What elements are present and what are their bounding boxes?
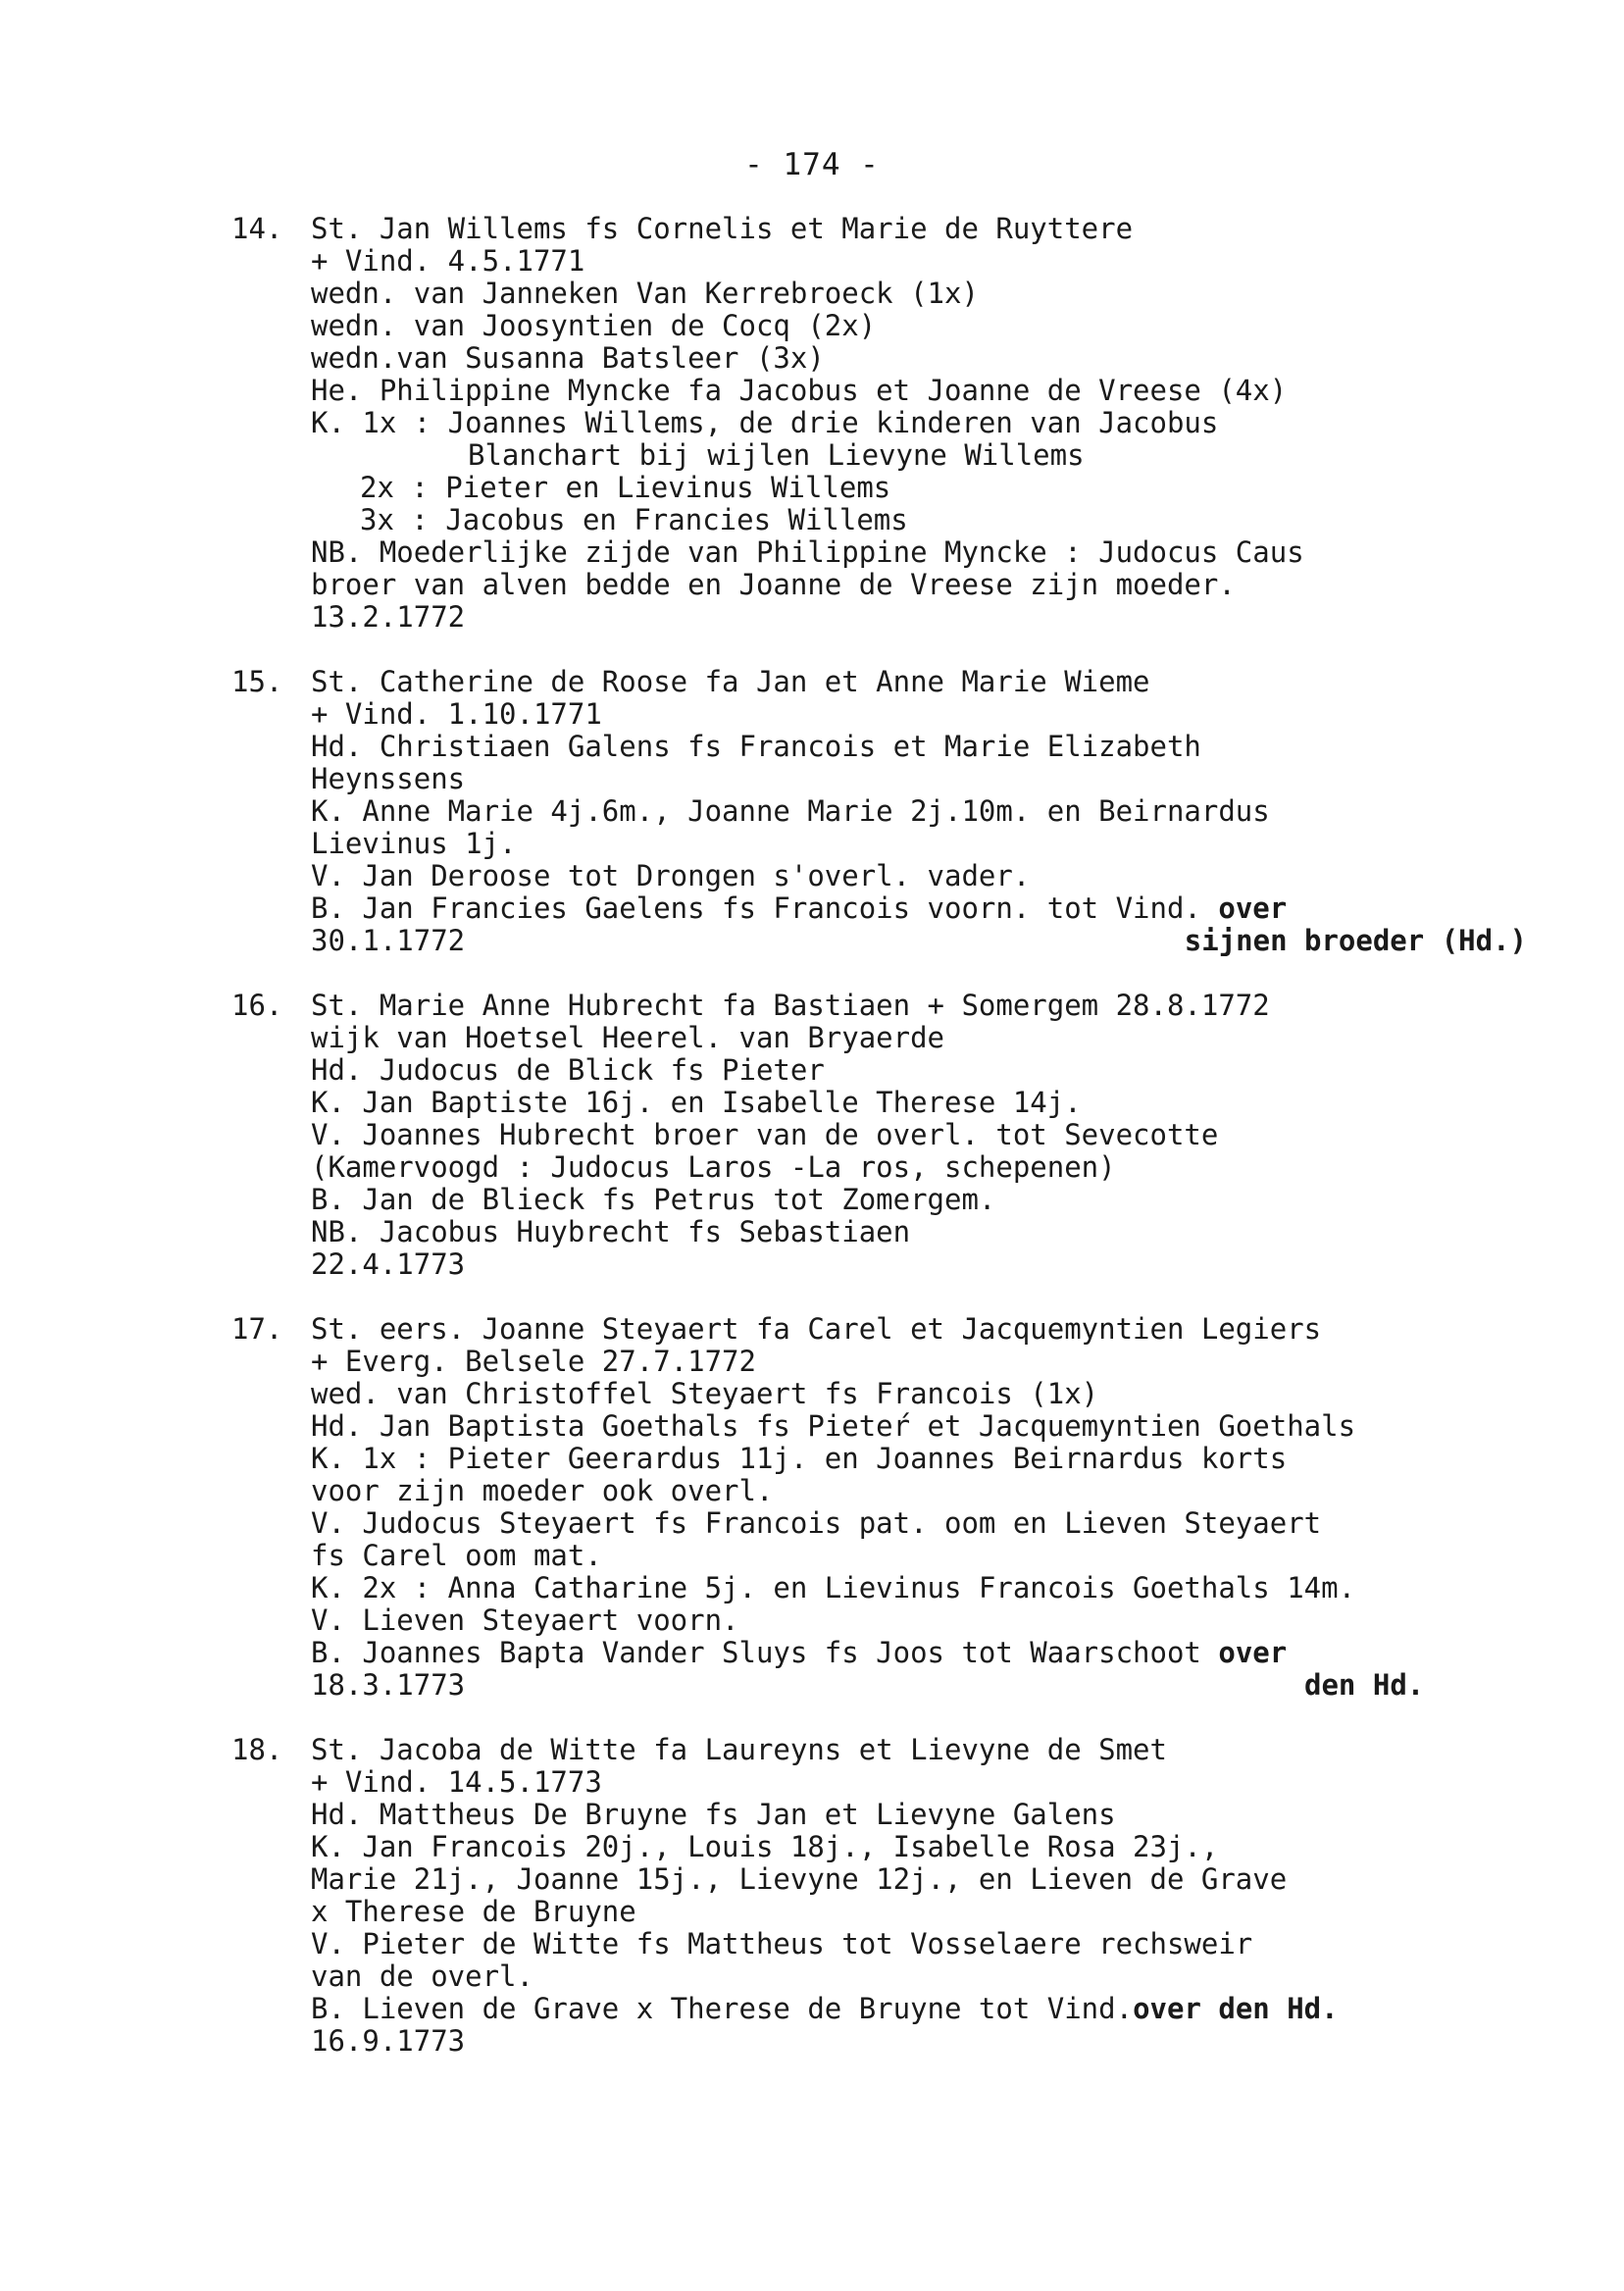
text-line	[311, 536, 1527, 569]
entry	[231, 213, 1526, 634]
line-text: 2x : Pieter en Lievinus Willems	[360, 471, 891, 504]
text-line	[311, 860, 1527, 892]
text-line	[311, 1151, 1527, 1184]
line-text: V. Joannes Hubrecht broer van de overl. tot Sevecotte	[311, 1118, 1219, 1151]
line-text: 16.9.1773	[311, 2024, 466, 2058]
page-number: - 174 -	[744, 147, 880, 182]
line-text: St. Jacoba de Witte fa Laureyns et Lievyne de Smet	[311, 1733, 1167, 1766]
text-line	[311, 1378, 1527, 1410]
line-text: 30.1.1772	[311, 924, 466, 957]
line-text: K. Anne Marie 4j.6m., Joanne Marie 2j.10m. en Beirnardus	[311, 794, 1270, 828]
line-text: wedn. van Joosyntien de Cocq (2x)	[311, 309, 877, 342]
line-text: Hd. Christiaen Galens fs Francois et Marie Elizabeth	[311, 730, 1201, 763]
entry-number: 14.	[231, 212, 283, 245]
text-line	[311, 1410, 1527, 1443]
line-text: V. Pieter de Witte fs Mattheus tot Vosselaere rechsweir	[311, 1927, 1253, 1960]
entry-body	[311, 990, 1527, 1281]
line-text: wedn. van Janneken Van Kerrebroeck (1x)	[311, 277, 979, 310]
line-text: + Vind. 4.5.1771	[311, 244, 585, 278]
text-line	[311, 698, 1527, 731]
line-text: 22.4.1773	[311, 1247, 466, 1281]
line-text: NB. Jacobus Huybrecht fs Sebastiaen	[311, 1215, 911, 1248]
line-text: 18.3.1773	[311, 1668, 466, 1702]
text-line	[311, 2025, 1527, 2058]
text-line	[311, 213, 1527, 245]
bold-text: over	[1218, 1636, 1288, 1669]
text-line	[311, 1507, 1527, 1540]
entry	[231, 1313, 1526, 1702]
text-line	[311, 1863, 1527, 1896]
text-line	[311, 795, 1527, 828]
text-line	[311, 1313, 1527, 1346]
line-text: Blanchart bij wijlen Lievyne Willems	[468, 438, 1085, 472]
line-text-right: sijnen broeder (Hd.)	[1184, 924, 1527, 957]
entries-list	[231, 213, 1526, 2090]
line-text: B. Jan Francies Gaelens fs Francois voorn. tot Vind. over	[311, 891, 1288, 925]
text-line	[311, 1054, 1527, 1087]
line-text: Hd. Judocus de Blick fs Pieter	[311, 1053, 825, 1087]
line-text: Hd. Mattheus De Bruyne fs Jan et Lievyne Galens	[311, 1798, 1116, 1831]
bold-text: over	[1218, 891, 1288, 925]
text-line	[311, 666, 1527, 698]
line-text: V. Jan Deroose tot Drongen s'overl. vader.	[311, 859, 1031, 892]
line-text: voor zijn moeder ook overl.	[311, 1474, 774, 1507]
text-line	[311, 1443, 1527, 1475]
text-line	[311, 407, 1527, 439]
line-text-right: den Hd.	[1304, 1668, 1527, 1702]
text-line	[311, 1896, 1527, 1928]
text-line	[311, 601, 1527, 634]
text-line	[311, 569, 1527, 601]
text-line	[311, 1119, 1527, 1151]
line-text: + Everg. Belsele 27.7.1772	[311, 1345, 756, 1378]
text-line	[311, 1960, 1527, 1993]
line-text: B. Lieven de Grave x Therese de Bruyne tot Vind.over den Hd.	[311, 1992, 1339, 2025]
text-line	[311, 342, 1527, 375]
line-text: K. Jan Baptiste 16j. en Isabelle Therese 14j.	[311, 1086, 1082, 1119]
text-line	[311, 1604, 1527, 1637]
line-text: K. 2x : Anna Catharine 5j. en Lievinus Francois Goethals 14m.	[311, 1571, 1356, 1604]
entry-body	[311, 213, 1527, 634]
line-text: K. 1x : Pieter Geerardus 11j. en Joannes Beirnardus korts	[311, 1442, 1288, 1475]
text-line	[311, 472, 1527, 504]
entry-number: 17.	[231, 1312, 283, 1346]
text-line	[311, 1928, 1527, 1960]
text-line	[311, 278, 1527, 310]
entry-body	[311, 1313, 1527, 1702]
line-text: wedn.van Susanna Batsleer (3x)	[311, 341, 825, 375]
line-text: fs Carel oom mat.	[311, 1539, 602, 1572]
text-line	[311, 990, 1527, 1022]
line-text: V. Lieven Steyaert voorn.	[311, 1604, 739, 1637]
line-text: wed. van Christoffel Steyaert fs Francois (1x)	[311, 1377, 1099, 1410]
text-line	[311, 1637, 1527, 1669]
bold-text: over den Hd.	[1133, 1992, 1339, 2025]
line-text: V. Judocus Steyaert fs Francois pat. oom en Lieven Steyaert	[311, 1506, 1322, 1540]
line-text: 13.2.1772	[311, 600, 466, 634]
text-line	[311, 1248, 1527, 1281]
entry	[231, 666, 1526, 957]
line-text: St. Marie Anne Hubrecht fa Bastiaen + Somergem 28.8.1772	[311, 989, 1270, 1022]
text-line	[311, 1087, 1527, 1119]
line-text: Heynssens	[311, 762, 466, 795]
text-line	[311, 375, 1527, 407]
text-line	[311, 1572, 1527, 1604]
line-text: broer van alven bedde en Joanne de Vreese zijn moeder.	[311, 568, 1236, 601]
entry-number: 15.	[231, 665, 283, 698]
text-line	[311, 439, 1527, 472]
line-text: St. Catherine de Roose fa Jan et Anne Marie Wieme	[311, 665, 1150, 698]
line-text: van de overl.	[311, 1960, 533, 1993]
line-text: B. Joannes Bapta Vander Sluys fs Joos tot Waarschoot over	[311, 1636, 1288, 1669]
line-text: (Kamervoogd : Judocus Laros -La ros, schepenen)	[311, 1150, 1116, 1184]
line-text: 3x : Jacobus en Francies Willems	[360, 503, 908, 536]
line-text: x Therese de Bruyne	[311, 1895, 636, 1928]
line-text: Hd. Jan Baptista Goethals fs Pieteŕ et Jacquemyntien Goethals	[311, 1409, 1356, 1443]
text-line	[311, 925, 1527, 957]
text-line	[311, 504, 1527, 536]
entry	[231, 990, 1526, 1281]
entry	[231, 1734, 1526, 2058]
line-text: He. Philippine Myncke fa Jacobus et Joanne de Vreese (4x)	[311, 374, 1288, 407]
text-line	[311, 1184, 1527, 1216]
line-text: K. Jan Francois 20j., Louis 18j., Isabelle Rosa 23j.,	[311, 1830, 1219, 1863]
line-text: + Vind. 1.10.1771	[311, 697, 602, 731]
entry-body	[311, 1734, 1527, 2058]
text-line	[311, 245, 1527, 278]
line-text: St. eers. Joanne Steyaert fa Carel et Jacquemyntien Legiers	[311, 1312, 1322, 1346]
text-line	[311, 1022, 1527, 1054]
text-line	[311, 828, 1527, 860]
line-text: + Vind. 14.5.1773	[311, 1765, 602, 1799]
text-line	[311, 1346, 1527, 1378]
text-line	[311, 763, 1527, 795]
line-text: St. Jan Willems fs Cornelis et Marie de Ruyttere	[311, 212, 1134, 245]
text-line	[311, 1831, 1527, 1863]
entry-number: 16.	[231, 989, 283, 1022]
line-text: B. Jan de Blieck fs Petrus tot Zomergem.	[311, 1183, 996, 1216]
line-text: K. 1x : Joannes Willems, de drie kinderen van Jacobus	[311, 406, 1219, 439]
line-text: Lievinus 1j.	[311, 827, 517, 860]
text-line	[311, 731, 1527, 763]
text-line	[311, 892, 1527, 925]
entry-body	[311, 666, 1527, 957]
text-line	[311, 1766, 1527, 1799]
text-line	[311, 1669, 1527, 1702]
text-line	[311, 310, 1527, 342]
text-line	[311, 1734, 1527, 1766]
line-text: Marie 21j., Joanne 15j., Lievyne 12j., en Lieven de Grave	[311, 1862, 1288, 1896]
text-line	[311, 1993, 1527, 2025]
text-line	[311, 1540, 1527, 1572]
text-line	[311, 1475, 1527, 1507]
entry-number: 18.	[231, 1733, 283, 1766]
line-text: wijk van Hoetsel Heerel. van Bryaerde	[311, 1021, 945, 1054]
text-line	[311, 1216, 1527, 1248]
line-text: NB. Moederlijke zijde van Philippine Myncke : Judocus Caus	[311, 535, 1304, 569]
text-line	[311, 1799, 1527, 1831]
